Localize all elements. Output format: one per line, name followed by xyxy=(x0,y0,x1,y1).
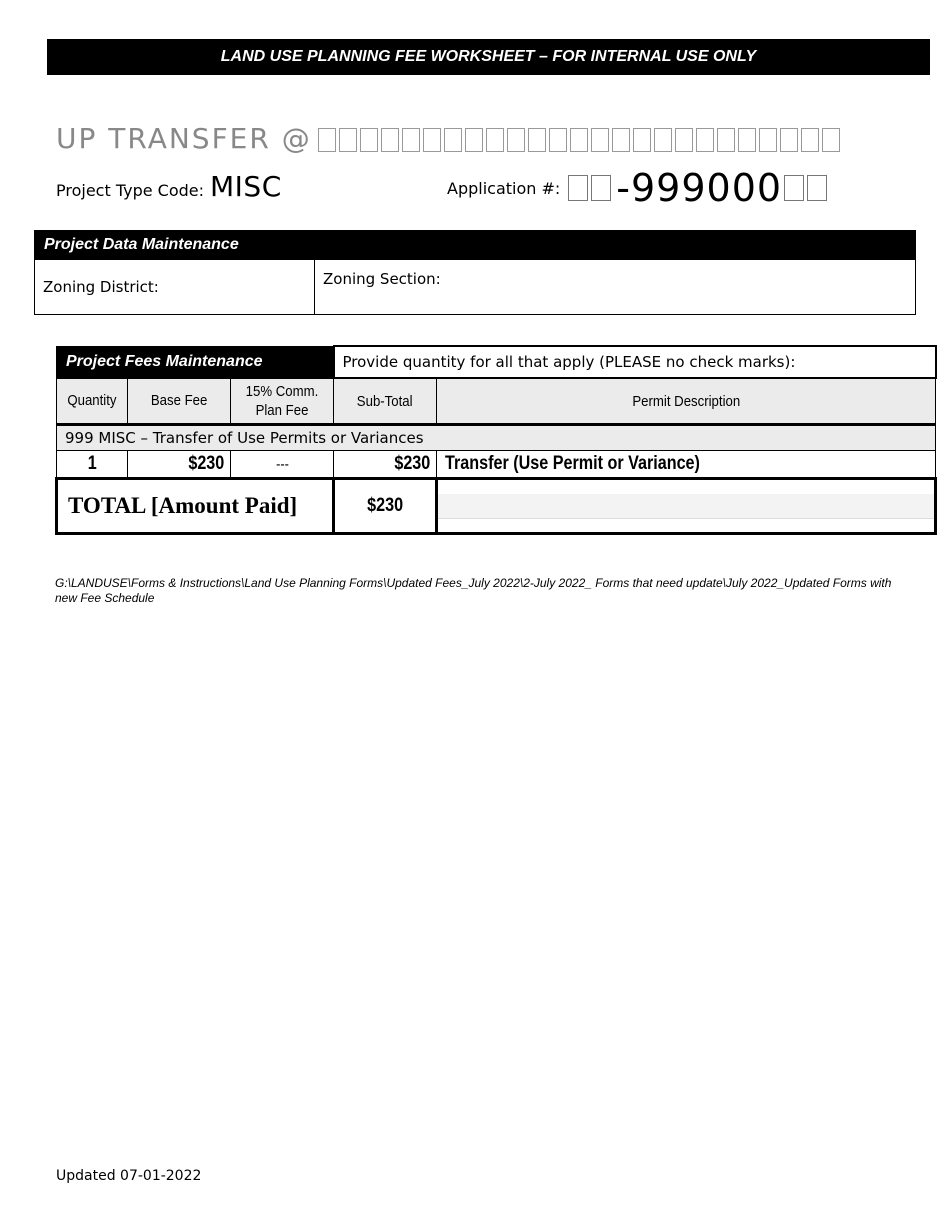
total-label: TOTAL [Amount Paid] xyxy=(57,479,334,534)
fee-row xyxy=(57,451,936,479)
fees-instruction: Provide quantity for all that apply (PLEASE no check marks): xyxy=(334,346,936,378)
title-input-box[interactable] xyxy=(402,128,420,152)
column-header-base-fee: Base Fee xyxy=(128,378,231,425)
sub-total-cell: $230 xyxy=(334,451,437,479)
header-banner: LAND USE PLANNING FEE WORKSHEET – FOR INTERNAL USE ONLY xyxy=(47,39,930,75)
column-header-quantity: Quantity xyxy=(57,378,128,425)
zoning-district-field[interactable]: Zoning District: xyxy=(35,260,315,315)
fees-header: Project Fees Maintenance xyxy=(57,346,334,378)
title-input-box[interactable] xyxy=(696,128,714,152)
title-input-box[interactable] xyxy=(318,128,336,152)
title-input-box[interactable] xyxy=(675,128,693,152)
title-input-box[interactable] xyxy=(381,128,399,152)
application-label: Application #: xyxy=(447,178,561,198)
title-input-box[interactable] xyxy=(633,128,651,152)
title-input-box[interactable] xyxy=(801,128,819,152)
total-row xyxy=(57,479,936,534)
title-input-box[interactable] xyxy=(612,128,630,152)
project-data-table xyxy=(34,230,916,315)
project-type-code xyxy=(56,170,282,210)
zoning-section-field[interactable]: Zoning Section: xyxy=(315,260,916,315)
application-box-group-after xyxy=(784,175,830,201)
application-input-box[interactable] xyxy=(568,175,588,201)
total-notes-field[interactable] xyxy=(437,479,936,534)
file-path: G:\LANDUSE\Forms & Instructions\Land Use Planning Forms\Updated Fees_July 2022\2-July 2022_ Forms that need update\July 2022_Updated Forms with new Fee Schedule xyxy=(55,576,892,605)
title-input-box[interactable] xyxy=(444,128,462,152)
title-input-box[interactable] xyxy=(780,128,798,152)
title-input-box[interactable] xyxy=(423,128,441,152)
title-input-box[interactable] xyxy=(549,128,567,152)
title-input-box[interactable] xyxy=(528,128,546,152)
project-type-label: Project Type Code: xyxy=(56,181,205,200)
title-input-box[interactable] xyxy=(822,128,840,152)
application-number-value: -999000 xyxy=(616,166,783,210)
updated-date: Updated 07-01-2022 xyxy=(56,1168,202,1184)
application-input-box[interactable] xyxy=(807,175,827,201)
title-input-box[interactable] xyxy=(360,128,378,152)
project-type-value: MISC xyxy=(210,170,282,203)
title-input-box[interactable] xyxy=(570,128,588,152)
application-box-group-before xyxy=(568,175,614,201)
application-number xyxy=(447,166,830,210)
title-input-box[interactable] xyxy=(738,128,756,152)
title-input-box[interactable] xyxy=(654,128,672,152)
column-header-comm-plan-fee: 15% Comm. Plan Fee xyxy=(231,378,334,425)
column-header-sub-total: Sub-Total xyxy=(334,378,437,425)
fee-category: 999 MISC – Transfer of Use Permits or Variances xyxy=(57,425,936,451)
title-input-box[interactable] xyxy=(717,128,735,152)
comm-plan-fee-cell: --- xyxy=(231,451,334,479)
title-text: UP TRANSFER @ xyxy=(56,121,312,155)
title-input-box[interactable] xyxy=(759,128,777,152)
application-input-box[interactable] xyxy=(591,175,611,201)
column-header-permit-description: Permit Description xyxy=(437,378,936,425)
application-input-box[interactable] xyxy=(784,175,804,201)
project-data-header: Project Data Maintenance xyxy=(35,231,916,260)
title-input-box[interactable] xyxy=(507,128,525,152)
title-input-box[interactable] xyxy=(465,128,483,152)
title-box-group xyxy=(318,122,843,155)
title-input-box[interactable] xyxy=(591,128,609,152)
title-input-box[interactable] xyxy=(339,128,357,152)
permit-description-cell: Transfer (Use Permit or Variance) xyxy=(437,451,936,479)
base-fee-cell: $230 xyxy=(128,451,231,479)
total-amount: $230 xyxy=(334,479,437,534)
title-input-box[interactable] xyxy=(486,128,504,152)
quantity-input[interactable]: 1 xyxy=(57,451,128,479)
project-fees-table xyxy=(55,345,937,535)
worksheet-title xyxy=(56,118,843,158)
